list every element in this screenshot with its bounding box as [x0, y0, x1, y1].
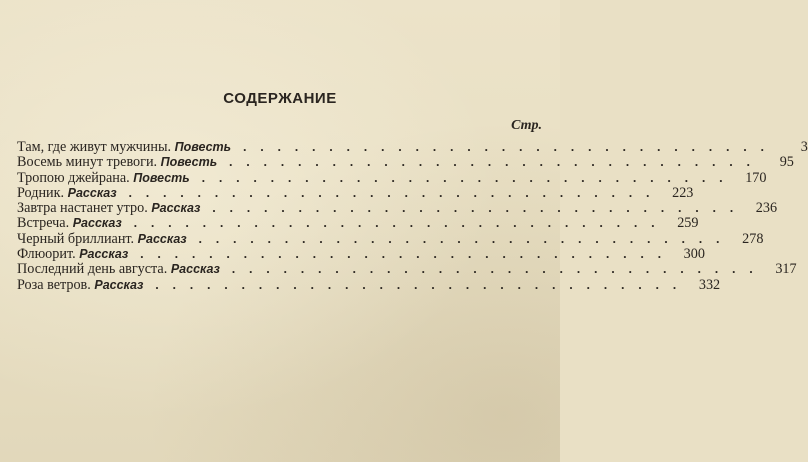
toc-entry-title: Флюорит. Рассказ — [17, 246, 129, 263]
toc-entry-genre: Рассказ — [72, 216, 122, 231]
dot-leader: ............................... — [229, 154, 764, 170]
table-of-contents — [17, 139, 808, 293]
toc-entry-genre: Повесть — [160, 155, 218, 170]
toc-entry-title: Последний день августа. Рассказ — [17, 261, 220, 278]
toc-entry-page: 300 — [683, 246, 705, 263]
toc-entry-genre: Рассказ — [137, 231, 187, 246]
toc-entry-page: 278 — [742, 230, 764, 247]
toc-entry-title: Родник. Рассказ — [17, 184, 117, 201]
toc-entry-page: 332 — [698, 276, 721, 293]
toc-entry — [17, 200, 778, 217]
toc-entry-page: 236 — [755, 200, 778, 217]
toc-entry-genre: Рассказ — [67, 185, 117, 200]
toc-entry-title: Роза ветров. Рассказ — [17, 276, 144, 293]
toc-entry-page: 170 — [745, 169, 767, 186]
toc-entry-page: 223 — [672, 184, 694, 201]
page-title: СОДЕРЖАНИЕ — [223, 90, 337, 107]
toc-entry — [17, 169, 767, 186]
toc-entry-title: Там, где живут мужчины. Повесть — [17, 139, 232, 155]
toc-entry-genre: Рассказ — [94, 277, 144, 292]
toc-entry-page: 317 — [775, 261, 797, 278]
toc-entry-page: 95 — [779, 154, 794, 171]
dot-leader: ............................... — [140, 246, 675, 262]
toc-entry — [17, 139, 808, 155]
page-column-label: Стр. — [511, 118, 542, 133]
dot-leader: ............................... — [128, 184, 664, 200]
toc-entry-title: Встреча. Рассказ — [17, 215, 122, 232]
toc-entry-genre: Рассказ — [79, 247, 129, 262]
dot-leader: ............................... — [201, 169, 737, 185]
dot-leader: ............................... — [155, 276, 691, 292]
toc-entry — [17, 154, 794, 171]
dot-leader: ............................... — [198, 230, 734, 246]
toc-entry-title: Черный бриллиант. Рассказ — [17, 230, 187, 247]
dot-leader: ............................... — [212, 200, 748, 216]
toc-entry — [17, 215, 699, 232]
toc-entry-genre: Повесть — [133, 170, 190, 185]
toc-entry-title: Завтра настанет утро. Рассказ — [17, 200, 201, 217]
toc-entry-genre: Рассказ — [170, 262, 220, 277]
toc-entry — [17, 184, 694, 201]
toc-entry-title: Восемь минут тревоги. Повесть — [17, 154, 218, 171]
toc-entry — [17, 276, 721, 293]
dot-leader: ............................... — [133, 215, 669, 231]
dot-leader: ............................... — [243, 139, 778, 154]
toc-entry — [17, 261, 797, 278]
toc-entry-title: Тропою джейрана. Повесть — [17, 169, 190, 186]
toc-entry-genre: Повесть — [174, 140, 232, 154]
toc-entry — [17, 230, 764, 247]
toc-entry-page: 3 — [800, 139, 808, 155]
toc-entry-page: 259 — [677, 215, 699, 232]
toc-entry — [17, 246, 705, 263]
dot-leader: ............................... — [231, 261, 767, 277]
toc-entry-genre: Рассказ — [151, 201, 201, 216]
